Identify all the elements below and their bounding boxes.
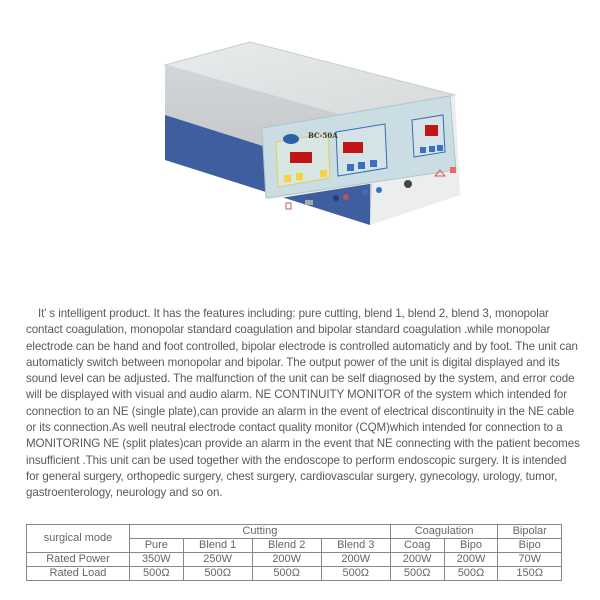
- cell: 70W: [498, 553, 562, 567]
- mode-blend-1: Blend 1: [183, 539, 252, 553]
- electrosurgical-unit-illustration: [140, 20, 470, 280]
- mode-blend-3: Blend 3: [321, 539, 390, 553]
- cell: 500Ω: [390, 567, 444, 581]
- product-description: It’ s intelligent product. It has the features including: pure cutting, blend 1, blend 2, blend 3, monopolar contact coagulation, monopolar standard coagulation and bipolar standard coagulation .while monopolar electrode can be hand and foot controlled, bipolar electrode is controlled automaticly and by foot. The unit can automaticly switch between monopolar and bipolar. The output power of the unit is digital displayed and its sound level can be adjusted. The malfunction of the unit can be self diagnosed by the system, and error code will be displayed with visual and audio alarm. NE CONTINUITY MONITOR of the system which intended for connection to an NE (single plate),can provide an alarm in the event of electrical discontinuity in the NE cable or its connection.As well neutral electrode contact quality monitor (CQM)which intended for connection to a MONITORING NE (split plates)can provide an alarm in the event that NE connecting with the patient becomes insufficient .This unit can be used together with the endoscope to perform endoscopic surgery. It is intended for general surgery, orthopedic surgery, chest surgery, cardiovascular surgery, gynecology, urology, tumor, gastroenterology, neurology and so on.: [26, 307, 580, 500]
- surgical-mode-header: surgical mode: [27, 525, 130, 553]
- group-bipolar: Bipolar: [498, 525, 562, 539]
- cell: 500Ω: [130, 567, 184, 581]
- group-cutting: Cutting: [130, 525, 391, 539]
- mode-bipolar-bipo: Bipo: [498, 539, 562, 553]
- cell: 500Ω: [252, 567, 321, 581]
- svg-text:BC-50A: BC-50A: [308, 131, 338, 140]
- cell: 200W: [252, 553, 321, 567]
- product-photo: [140, 20, 470, 280]
- mode-blend-2: Blend 2: [252, 539, 321, 553]
- cell: 150Ω: [498, 567, 562, 581]
- table-row-groups: [27, 525, 562, 539]
- cell: 200W: [321, 553, 390, 567]
- mode-coag: Coag: [390, 539, 444, 553]
- row-label: Rated Load: [27, 567, 130, 581]
- cell: 250W: [183, 553, 252, 567]
- mode-bipo: Bipo: [444, 539, 498, 553]
- cell: 500Ω: [183, 567, 252, 581]
- row-label: Rated Power: [27, 553, 130, 567]
- table-row: [27, 553, 562, 567]
- mode-pure: Pure: [130, 539, 184, 553]
- cell: 200W: [444, 553, 498, 567]
- cell: 500Ω: [444, 567, 498, 581]
- table-row: [27, 567, 562, 581]
- cell: 500Ω: [321, 567, 390, 581]
- cell: 200W: [390, 553, 444, 567]
- spec-table: [26, 524, 562, 581]
- group-coagulation: Coagulation: [390, 525, 498, 539]
- cell: 350W: [130, 553, 184, 567]
